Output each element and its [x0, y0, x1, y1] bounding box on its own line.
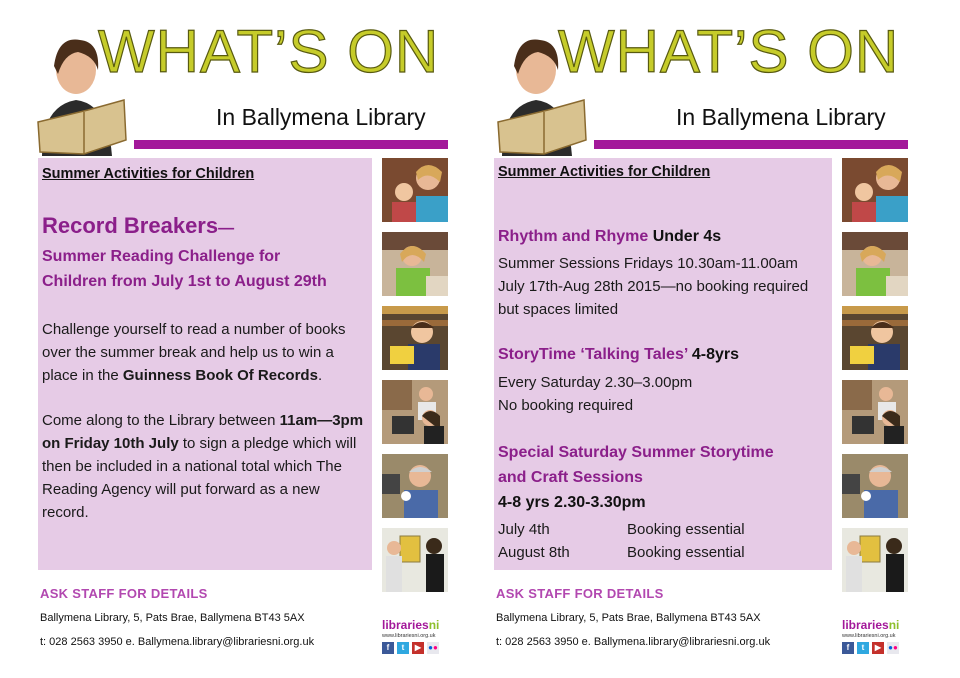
session-date: August 8th [498, 544, 570, 561]
rhythm-age: Under 4s [652, 228, 722, 245]
address-text: Ballymena Library, 5, Pats Brae, Ballymena BT43 5AX [40, 612, 305, 624]
logo-name-a: libraries [382, 618, 429, 632]
storytime-line-2: No booking required [498, 397, 634, 414]
challenge-line-2: Children from July 1st to August 29th [42, 273, 327, 290]
flyer-right [486, 0, 926, 678]
twitter-icon[interactable]: t [397, 642, 409, 654]
logo-name-a: libraries [842, 618, 889, 632]
ask-staff-text: ASK STAFF FOR DETAILS [40, 586, 208, 601]
photo-computer-help [842, 380, 908, 444]
facebook-icon[interactable]: f [382, 642, 394, 654]
logo-name-b: ni [428, 618, 440, 632]
paragraph-challenge [42, 318, 368, 387]
section-heading: Summer Activities for Children [498, 164, 711, 180]
page-subtitle: In Ballymena Library [676, 104, 886, 130]
photo-strip [842, 158, 908, 602]
session-row [498, 518, 824, 541]
para1-text: Challenge yourself to read a number of books over the summer break and help us to win a place in the [42, 321, 346, 384]
flyer-left [26, 0, 466, 678]
special-heading-1: Special Saturday Summer Storytime [498, 444, 774, 461]
photo-boy-with-book [842, 306, 908, 370]
contact-text: t: 028 2563 3950 e. Ballymena.library@librariesni.org.uk [40, 636, 315, 648]
logo-url: www.librariesni.org.uk [842, 633, 896, 639]
youtube-icon[interactable]: ▶ [872, 642, 884, 654]
rhythm-line-1: Summer Sessions Fridays 10.30am-11.00am [498, 255, 798, 272]
photo-strip [382, 158, 448, 602]
rhythm-title: Rhythm and Rhyme [498, 228, 649, 245]
photo-older-man [382, 454, 448, 518]
twitter-icon[interactable]: t [857, 642, 869, 654]
social-icons [382, 642, 452, 654]
photo-librarian [842, 232, 908, 296]
challenge-line-1: Summer Reading Challenge for [42, 248, 281, 265]
section-heading: Summer Activities for Children [42, 166, 255, 182]
session-date: July 4th [498, 521, 550, 538]
content-panel [494, 158, 832, 570]
facebook-icon[interactable]: f [842, 642, 854, 654]
rhythm-heading [498, 228, 721, 246]
ask-staff-text: ASK STAFF FOR DETAILS [496, 586, 664, 601]
accent-bar [134, 140, 448, 149]
contact-text: t: 028 2563 3950 e. Ballymena.library@librariesni.org.uk [496, 636, 771, 648]
special-time: 4-8 yrs 2.30-3.30pm [498, 494, 646, 511]
photo-computer-help [382, 380, 448, 444]
photo-older-man [842, 454, 908, 518]
page-subtitle: In Ballymena Library [216, 104, 426, 130]
logo-url: www.librariesni.org.uk [382, 633, 436, 639]
page-title: WHAT’S ON [558, 18, 900, 85]
libraries-ni-logo [842, 618, 912, 660]
pledge-time-text: 11am—3pm on Friday 10th July [42, 412, 364, 452]
storytime-age: 4-8yrs [691, 346, 740, 363]
photo-two-people [842, 528, 908, 592]
flickr-icon[interactable]: ●● [888, 643, 898, 652]
rhythm-line-3: but spaces limited [498, 301, 619, 318]
session-note: Booking essential [627, 521, 745, 538]
photo-librarian [382, 232, 448, 296]
para1-end: . [317, 367, 323, 384]
libraries-ni-logo [382, 618, 452, 660]
social-icons [842, 642, 912, 654]
flickr-icon[interactable]: ●● [428, 643, 438, 652]
storytime-line-1: Every Saturday 2.30–3.00pm [498, 374, 693, 391]
guinness-text: Guinness Book Of Records [122, 367, 318, 384]
record-dash: — [218, 220, 235, 237]
accent-bar [594, 140, 908, 149]
logo-name-b: ni [888, 618, 900, 632]
photo-mother-child [382, 158, 448, 222]
record-breakers-text: Record Breakers [42, 213, 219, 238]
session-row [498, 541, 824, 564]
photo-mother-child [842, 158, 908, 222]
rhythm-line-2: July 17th-Aug 28th 2015—no booking required [498, 278, 809, 295]
para2-end: to sign a pledge which will then be included in a national total which The Reading Agency will put forward as a new record. [42, 435, 357, 521]
photo-boy-with-book [382, 306, 448, 370]
special-heading-2: and Craft Sessions [498, 469, 643, 486]
session-note: Booking essential [627, 544, 745, 561]
storytime-heading [498, 346, 739, 364]
record-breakers-heading [42, 213, 234, 239]
page-title: WHAT’S ON [98, 18, 440, 85]
para2-text: Come along to the Library between [42, 412, 280, 429]
paragraph-pledge [42, 409, 368, 524]
logo-wordmark [842, 618, 912, 632]
logo-wordmark [382, 618, 452, 632]
youtube-icon[interactable]: ▶ [412, 642, 424, 654]
address-text: Ballymena Library, 5, Pats Brae, Ballymena BT43 5AX [496, 612, 761, 624]
photo-two-people [382, 528, 448, 592]
storytime-title: StoryTime ‘Talking Tales’ [498, 346, 688, 363]
content-panel [38, 158, 372, 570]
